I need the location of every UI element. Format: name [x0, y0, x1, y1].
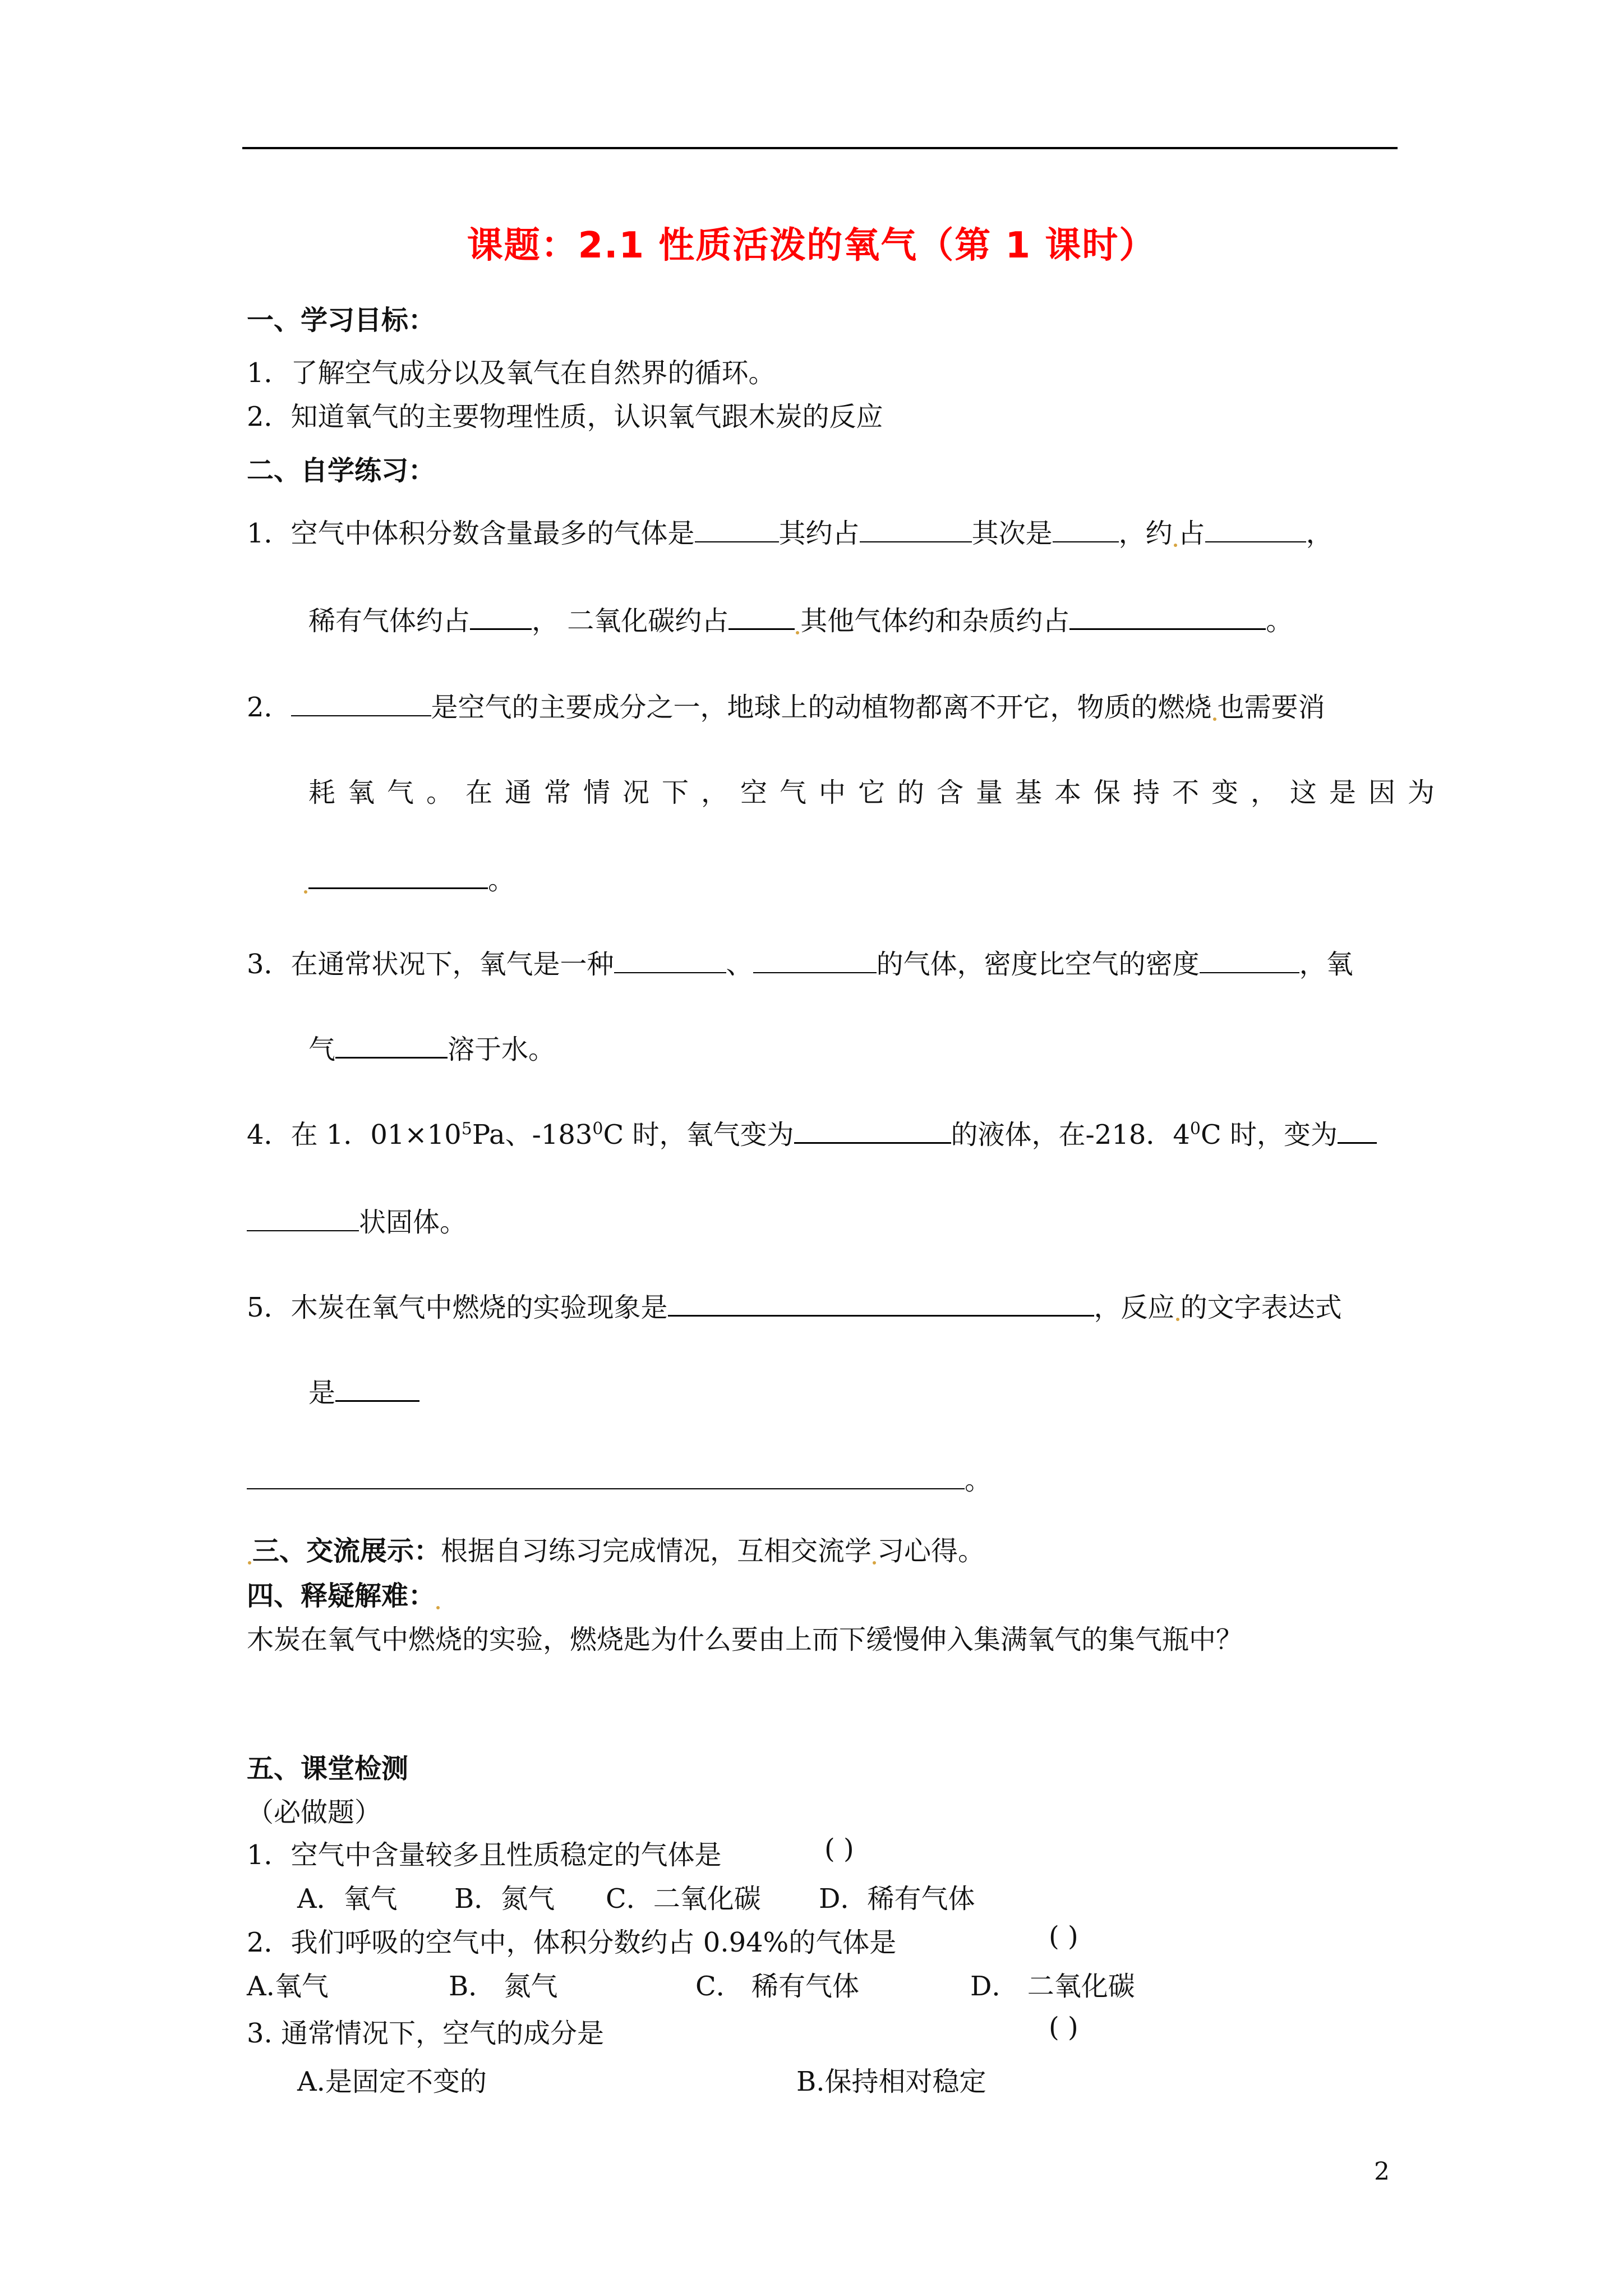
header-rule [242, 147, 1398, 149]
q4-text-f: 状固体。 [359, 1207, 467, 1238]
q1-blank-7[interactable] [1069, 604, 1266, 630]
q1-text-h: ， 二氧化碳约占 [532, 605, 729, 637]
resolve-question: 木炭在氧气中燃烧的实验，燃烧匙为什么要由上而下缓慢伸入集满氧气的集气瓶中？ [247, 1624, 1243, 1655]
q2-text-d: 。 [488, 864, 515, 896]
q3-blank-1[interactable] [614, 947, 726, 973]
mark-dot [304, 890, 307, 894]
section-heading-self-study: 二、自学练习： [247, 455, 436, 486]
section-exchange [247, 1529, 985, 1568]
q1-text-g: 稀有气体约占 [308, 605, 471, 637]
q5-text-d: 是 [308, 1377, 336, 1409]
q3-blank-3[interactable] [1200, 947, 1299, 973]
q1-blank-2[interactable] [860, 517, 972, 542]
q5-blank-3[interactable] [247, 1464, 965, 1489]
q4-text-a: 4．在 1．01×10 [247, 1119, 462, 1151]
q4-line2 [247, 1200, 467, 1239]
check-q1-option-c: C．二氧化碳 [606, 1883, 761, 1915]
check-q3-option-a: A.是固定不变的 [297, 2066, 487, 2097]
section-heading-resolve: 四、释疑解难： [247, 1580, 436, 1612]
q5-line1 [247, 1286, 1342, 1324]
q5-text-a: 5．木炭在氧气中燃烧的实验现象是 [247, 1292, 668, 1323]
q2-line1 [247, 685, 1325, 724]
q4-text-c: C 时，氧气变为 [603, 1119, 794, 1151]
q1-text-a: 1．空气中体积分数含量最多的气体是 [247, 518, 695, 549]
check-q3-paren: ( ) [1049, 2012, 1078, 2043]
q4-blank-3[interactable] [247, 1205, 359, 1231]
check-subheading: （必做题） [247, 1797, 382, 1828]
q3-text-c: 的气体，密度比空气的密度 [876, 949, 1200, 980]
q4-sup-a: 5 [461, 1119, 472, 1139]
q2-text-b: 是空气的主要成分之一，地球上的动植物都离不开它，物质的燃烧 [431, 692, 1212, 723]
q3-blank-2[interactable] [753, 947, 877, 973]
q3-line1 [247, 942, 1353, 981]
check-q1-option-d: D．稀有气体 [819, 1883, 975, 1915]
q4-sup-c: 0 [1189, 1119, 1201, 1139]
section-heading-goals: 一、学习目标： [247, 305, 436, 336]
check-q2-option-b: B． 氮气 [449, 1971, 558, 2002]
goal-item-2: 2．知道氧气的主要物理性质，认识氧气跟木炭的反应 [247, 401, 883, 432]
check-q2-option-d: D． 二氧化碳 [970, 1971, 1135, 2002]
q3-text-b: 、 [726, 949, 753, 980]
check-q1-paren: ( ) [824, 1833, 854, 1865]
mark-dot [248, 1561, 251, 1565]
q1-text-b: 其约占 [778, 518, 860, 549]
q1-blank-5[interactable] [470, 604, 532, 630]
q1-text-d: ，约 [1118, 518, 1173, 549]
check-q1-option-b: B．氮气 [454, 1883, 555, 1915]
q5-blank-2[interactable] [335, 1375, 419, 1402]
q1-line1 [247, 512, 1333, 550]
q1-blank-6[interactable] [728, 604, 795, 630]
section-heading-exchange: 三、交流展示： [252, 1535, 441, 1567]
check-q2-option-c: C． 稀有气体 [695, 1971, 859, 2002]
q4-blank-1[interactable] [794, 1117, 951, 1144]
q4-blank-2[interactable] [1338, 1117, 1377, 1144]
mark-dot [1176, 1318, 1179, 1321]
q5-line2 [308, 1371, 419, 1410]
q2-text-a: 2． [247, 692, 291, 723]
mark-dot [873, 1561, 876, 1565]
exchange-text-b: 习心得。 [877, 1535, 985, 1567]
mark-dot [436, 1606, 440, 1609]
q1-text-c: 其次是 [971, 518, 1053, 549]
q1-blank-4[interactable] [1205, 517, 1306, 542]
goal-item-1: 1．了解空气成分以及氧气在自然界的循环。 [247, 357, 776, 389]
section-heading-check: 五、课堂检测 [247, 1753, 409, 1784]
q5-line3 [247, 1458, 992, 1497]
q3-text-a: 3．在通常状况下，氧气是一种 [247, 949, 614, 980]
q2-line2: 耗氧气。在通常情况下，空气中它的含量基本保持不变，这是因为 [308, 777, 1447, 808]
q3-line2 [308, 1028, 555, 1066]
q1-text-i: 其他气体约和杂质约占 [800, 605, 1070, 637]
q2-blank-1[interactable] [291, 691, 431, 716]
check-q2-paren: ( ) [1049, 1921, 1078, 1952]
q2-line3 [303, 858, 515, 897]
q1-text-f: ， [1306, 518, 1333, 549]
q3-text-e: 气 [308, 1034, 336, 1065]
q2-text-c: 也需要消 [1217, 692, 1325, 723]
q4-text-d: 的液体，在-218．4 [951, 1119, 1190, 1151]
q1-blank-1[interactable] [695, 517, 779, 542]
q4-sup-b: 0 [592, 1119, 603, 1139]
q5-text-c: 的文字表达式 [1180, 1292, 1342, 1323]
q1-line2 [308, 599, 1293, 638]
q5-blank-1[interactable] [668, 1290, 1094, 1317]
q4-text-e: C 时，变为 [1201, 1119, 1338, 1151]
q4-text-b: Pa、-183 [472, 1119, 593, 1151]
mark-dot [1213, 717, 1216, 721]
q1-text-j: 。 [1266, 605, 1293, 637]
q3-text-d: ，氧 [1299, 949, 1353, 980]
q3-blank-4[interactable] [335, 1032, 448, 1059]
check-q1-stem: 1．空气中含量较多且性质稳定的气体是 [247, 1839, 722, 1871]
mark-dot [1174, 544, 1177, 547]
q1-text-e: 占 [1178, 518, 1205, 549]
q2-blank-2[interactable] [308, 863, 488, 889]
check-q3-stem: 3. 通常情况下，空气的成分是 [247, 2018, 605, 2049]
exchange-text-a: 根据自习练习完成情况，互相交流学 [441, 1535, 872, 1567]
page-title: 课题：2.1 性质活泼的氧气（第 1 课时） [467, 225, 1156, 266]
section-resolve [247, 1574, 441, 1613]
q1-blank-3[interactable] [1053, 517, 1119, 542]
mark-dot [796, 631, 799, 634]
q3-text-f: 溶于水。 [448, 1034, 556, 1065]
check-q3-option-b: B.保持相对稳定 [796, 2066, 986, 2097]
q5-text-b: ，反应 [1094, 1292, 1175, 1323]
page-number: 2 [1374, 2157, 1390, 2186]
check-q2-stem: 2．我们呼吸的空气中，体积分数约占 0.94%的气体是 [247, 1927, 897, 1958]
check-q2-option-a: A.氧气 [247, 1971, 329, 2002]
check-q1-option-a: A．氧气 [297, 1883, 398, 1915]
q5-text-e: 。 [965, 1465, 992, 1496]
q4-line1 [247, 1113, 1377, 1152]
